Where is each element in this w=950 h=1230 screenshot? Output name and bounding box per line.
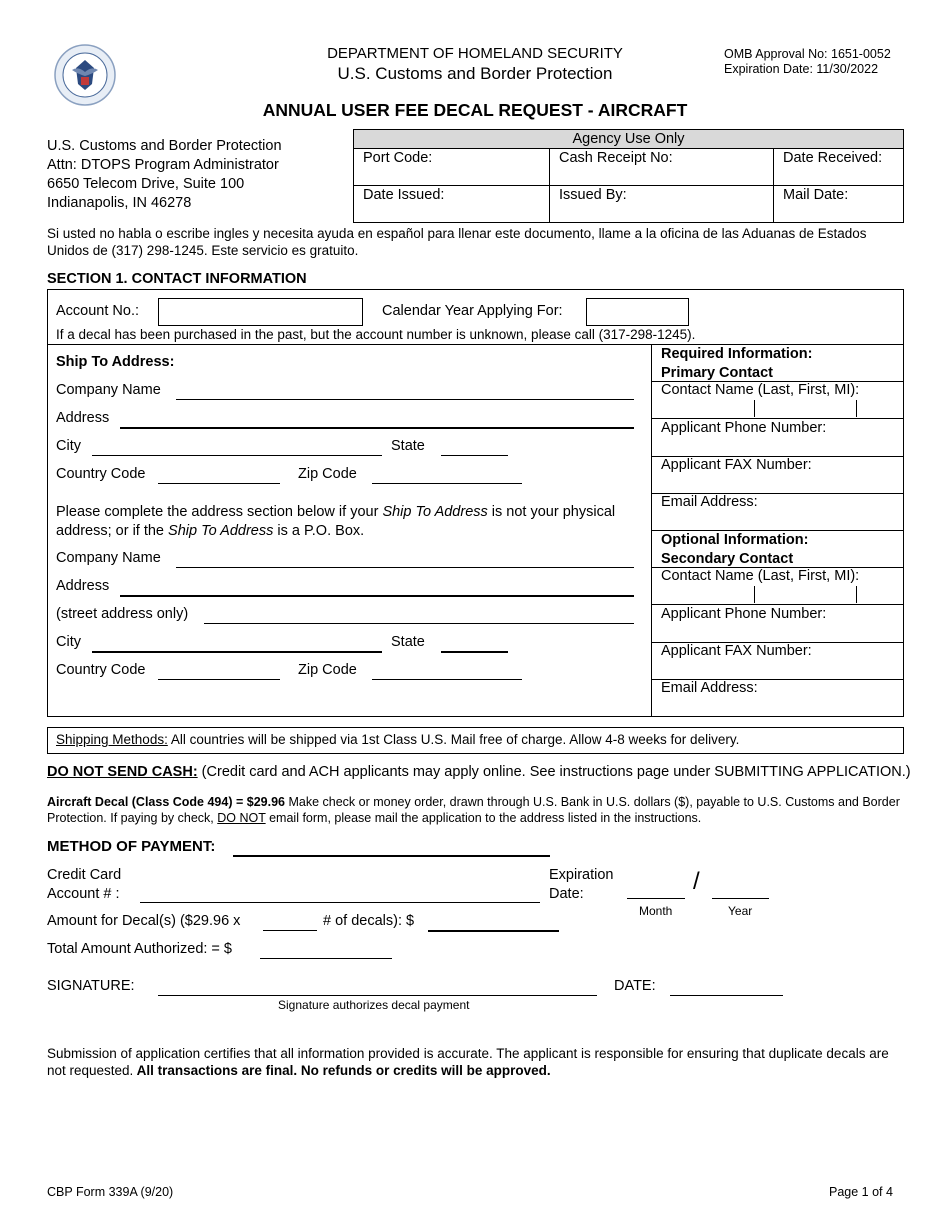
no-cash-text: (Credit card and ACH applicants may apply online. See instructions page under SUBMITTING APPLICATION.) (197, 764, 911, 780)
physical-zip-code-field[interactable] (372, 679, 522, 680)
street-address-field[interactable] (204, 623, 634, 624)
shipping-label: Shipping Methods: (56, 732, 168, 747)
amount-field[interactable] (428, 930, 559, 932)
physical-address-note (56, 503, 651, 541)
state-field[interactable] (441, 455, 508, 456)
physical-country-code-field[interactable] (158, 679, 280, 680)
date-slash: / (693, 868, 700, 895)
optional-title: Optional Information: (661, 532, 809, 548)
account-num-text: Account # : (47, 886, 120, 902)
month-label: Month (639, 904, 673, 918)
expiration-text: Expiration (549, 867, 614, 883)
address-line: 6650 Telecom Drive, Suite 100 (47, 176, 245, 192)
date-label: DATE: (614, 978, 656, 994)
country-code-field[interactable] (158, 483, 280, 484)
note-text: is not your physical (487, 504, 616, 520)
agency-use-table (353, 129, 904, 223)
form-number: CBP Form 339A (9/20) (47, 1185, 174, 1199)
required-info-heading (661, 345, 812, 382)
address-label: Address (56, 410, 110, 426)
street-only-label: (street address only) (56, 606, 189, 622)
note-text: is a P.O. Box. (273, 523, 365, 539)
address-line: Indianapolis, IN 46278 (47, 195, 192, 211)
zip-code-label: Zip Code (298, 466, 357, 482)
total-field[interactable] (260, 958, 392, 959)
method-of-payment-field[interactable] (233, 855, 550, 857)
zip-code-field[interactable] (372, 483, 522, 484)
address-line: U.S. Customs and Border Protection (47, 138, 282, 154)
port-code-cell: Port Code: (354, 149, 550, 186)
note-text: Please complete the address section below if your (56, 504, 383, 520)
note-text: address; or if the (56, 523, 169, 539)
primary-contact-name-label: Contact Name (Last, First, MI): (661, 382, 860, 398)
credit-card-account-field[interactable] (140, 902, 540, 903)
method-of-payment-label: METHOD OF PAYMENT: (47, 838, 216, 855)
section1-title: SECTION 1. CONTACT INFORMATION (47, 271, 307, 287)
secondary-contact-title: Secondary Contact (661, 550, 794, 567)
physical-country-code-label: Country Code (56, 662, 146, 678)
decal-text: email form, please mail the application to the address listed in the instructions. (265, 811, 702, 825)
decal-text: Make check or money order, drawn through U.S. Bank in U.S. dollars ($), payable to U.S. Customs and Border Protection. If paying by check, (47, 795, 900, 825)
address-line: Attn: DTOPS Program Administrator (47, 157, 279, 173)
physical-company-name-field[interactable] (176, 567, 634, 568)
do-not-text: DO NOT (217, 811, 266, 825)
date-issued-cell: Date Issued: (354, 186, 550, 223)
state-label: State (391, 438, 425, 454)
row-divider (652, 418, 903, 419)
form-title: ANNUAL USER FEE DECAL REQUEST - AIRCRAFT (262, 100, 688, 120)
signature-note: Signature authorizes decal payment (278, 998, 470, 1012)
calendar-year-label: Calendar Year Applying For: (382, 303, 563, 319)
certification-text (47, 1045, 907, 1079)
primary-fax-label[interactable]: Applicant FAX Number: (661, 457, 812, 473)
omb-expiration: Expiration Date: 11/30/2022 (724, 62, 879, 76)
signature-label: SIGNATURE: (47, 978, 135, 994)
primary-contact-name-input[interactable] (652, 400, 903, 418)
cash-receipt-cell: Cash Receipt No: (550, 149, 774, 186)
secondary-contact-name-label: Contact Name (Last, First, MI): (661, 568, 860, 584)
department-name: DEPARTMENT OF HOMELAND SECURITY (327, 45, 623, 62)
mail-date-cell: Mail Date: (774, 186, 904, 223)
certification-bold: All transactions are final. No refunds or credits will be approved. (133, 1063, 551, 1078)
signature-field[interactable] (158, 995, 597, 996)
required-title: Required Information: (661, 346, 813, 362)
decal-count-field[interactable] (263, 930, 317, 931)
agency-name: U.S. Customs and Border Protection (337, 64, 613, 83)
ship-to-heading: Ship To Address: (56, 354, 175, 370)
row-divider (652, 604, 903, 605)
shipping-methods (56, 732, 739, 747)
omb-approval: OMB Approval No: 1651-0052 (724, 47, 891, 61)
physical-state-label: State (391, 634, 425, 650)
city-label: City (56, 438, 81, 454)
physical-city-field[interactable] (92, 651, 382, 653)
omb-info (724, 47, 891, 77)
primary-contact-title: Primary Contact (661, 364, 774, 381)
note-italic: Ship To Address (168, 523, 274, 539)
calendar-year-input[interactable] (586, 298, 689, 326)
secondary-contact-name-input[interactable] (652, 586, 903, 604)
decal-price-notice (47, 794, 907, 826)
expiration-month-field[interactable] (627, 898, 685, 899)
primary-phone-label[interactable]: Applicant Phone Number: (661, 420, 827, 436)
physical-company-name-label: Company Name (56, 550, 161, 566)
year-label: Year (728, 904, 753, 918)
account-note: If a decal has been purchased in the past, but the account number is unknown, please call (317-298-1245). (56, 327, 696, 342)
decals-label: # of decals): $ (323, 913, 415, 929)
date-field[interactable] (670, 995, 783, 996)
physical-address-field[interactable] (120, 595, 634, 597)
date-received-cell: Date Received: (774, 149, 904, 186)
page-number: Page 1 of 4 (829, 1185, 893, 1199)
city-field[interactable] (92, 455, 382, 456)
no-cash-label: DO NOT SEND CASH: (47, 764, 198, 780)
credit-card-label (47, 866, 121, 904)
issued-by-cell: Issued By: (550, 186, 774, 223)
primary-email-label[interactable]: Email Address: (661, 494, 758, 510)
total-label: Total Amount Authorized: = $ (47, 941, 232, 957)
secondary-fax-label[interactable]: Applicant FAX Number: (661, 643, 812, 659)
company-name-label: Company Name (56, 382, 161, 398)
shipping-text: All countries will be shipped via 1st Class U.S. Mail free of charge. Allow 4-8 weeks for delivery. (167, 732, 740, 747)
optional-info-heading (661, 531, 808, 568)
account-no-label: Account No.: (56, 303, 140, 319)
expiration-label (549, 866, 613, 904)
agency-use-header: Agency Use Only (354, 130, 904, 149)
note-italic: Ship To Address (382, 504, 488, 520)
secondary-phone-label[interactable]: Applicant Phone Number: (661, 606, 827, 622)
physical-state-field[interactable] (441, 651, 508, 653)
account-no-input[interactable] (158, 298, 363, 326)
physical-city-label: City (56, 634, 81, 650)
physical-address-label: Address (56, 578, 110, 594)
no-cash-notice (47, 764, 911, 780)
country-code-label: Country Code (56, 466, 146, 482)
credit-card-text: Credit Card (47, 867, 122, 883)
physical-zip-code-label: Zip Code (298, 662, 357, 678)
company-name-field[interactable] (176, 399, 634, 400)
decal-price: Aircraft Decal (Class Code 494) = $29.96 (47, 795, 285, 809)
mailing-address (47, 137, 282, 213)
address-field[interactable] (120, 427, 634, 429)
secondary-email-label[interactable]: Email Address: (661, 680, 758, 696)
certification-body: Submission of application certifies that all information provided is accurate. The applicant is responsible for ensuring that duplicate decals are not requested. (47, 1046, 889, 1078)
amount-label: Amount for Decal(s) ($29.96 x (47, 913, 241, 929)
expiration-year-field[interactable] (712, 898, 769, 899)
spanish-notice: Si usted no habla o escribe ingles y necesita ayuda en español para llenar este documento, llame a la oficina de las Aduanas de Estados Unidos de (317) 298-1245. Este servicio es gratuito. (47, 226, 867, 258)
date-text: Date: (549, 886, 584, 902)
